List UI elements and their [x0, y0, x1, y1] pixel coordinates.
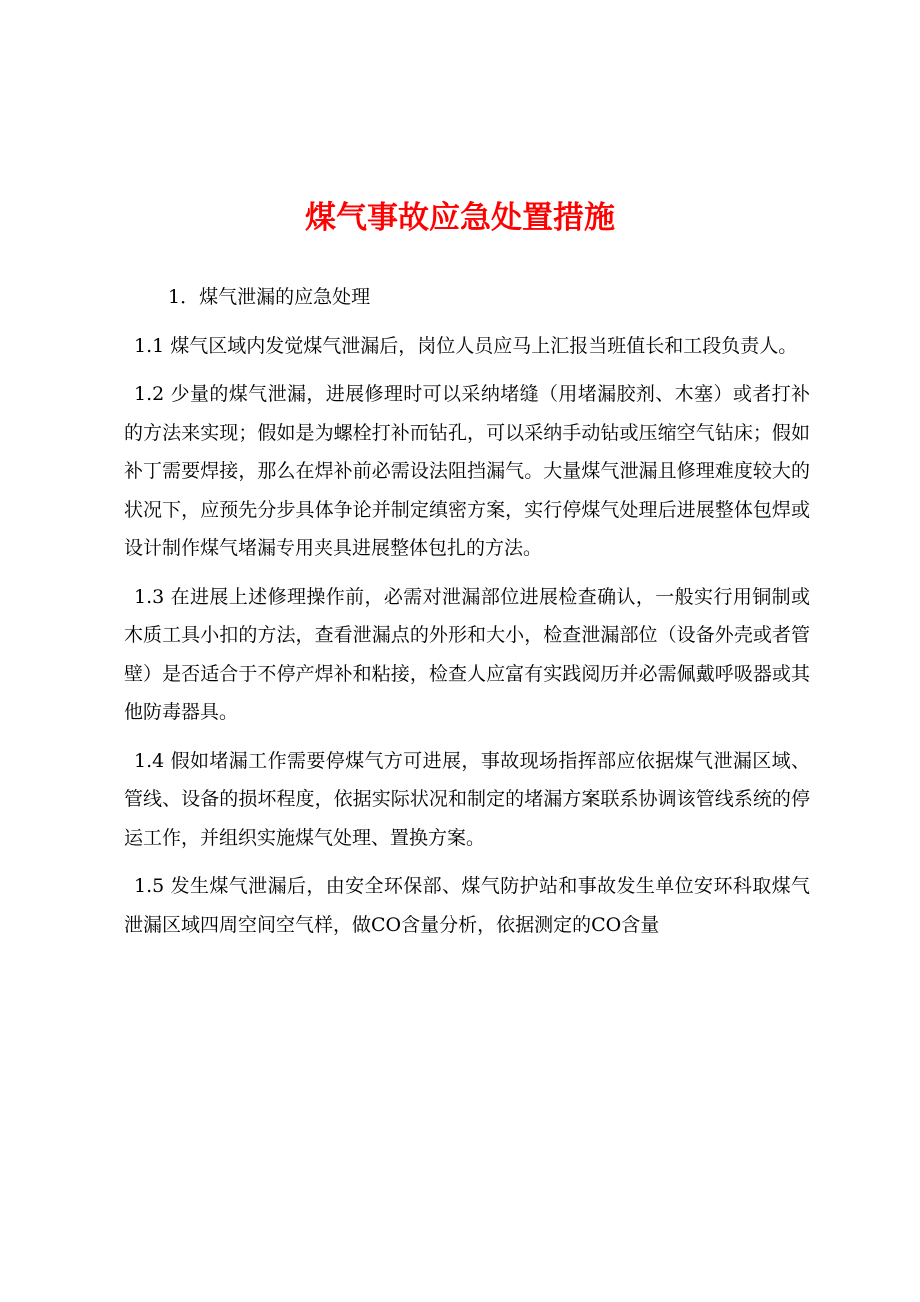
- document-title: 煤气事故应急处置措施: [305, 200, 615, 236]
- paragraph-1-4: 1.4 假如堵漏工作需要停煤气方可进展，事故现场指挥部应依据煤气泄漏区域、管线、设备的损坏程度，依据实际状况和制定的堵漏方案联系协调该管线系统的停运工作，并组织实施煤气处理、置换方案。: [124, 749, 810, 849]
- paragraph-1-3: 1.3 在进展上述修理操作前，必需对泄漏部位进展检查确认，一般实行用铜制或木质工具小扣的方法，查看泄漏点的外形和大小，检查泄漏部位（设备外壳或者管壁）是否适合于不停产焊补和粘接，检查人应富有实践阅历并必需佩戴呼吸器或其他防毒器具。: [124, 585, 810, 723]
- paragraph-1-5: 1.5 发生煤气泄漏后，由安全环保部、煤气防护站和事故发生单位安环科取煤气泄漏区域四周空间空气样，做CO含量分析，依据测定的CO含量: [124, 875, 810, 936]
- paragraph-1-1: 1.1 煤气区域内发觉煤气泄漏后，岗位人员应马上汇报当班值长和工段负责人。: [134, 334, 798, 357]
- document-body: [124, 278, 810, 954]
- section-heading: 1．煤气泄漏的应急处理: [168, 286, 371, 308]
- paragraph-1-2: 1.2 少量的煤气泄漏，进展修理时可以采纳堵缝（用堵漏胶剂、木塞）或者打补的方法来实现；假如是为螺栓打补而钻孔，可以采纳手动钻或压缩空气钻床；假如补丁需要焊接，那么在焊补前必需设法阻挡漏气。大量煤气泄漏且修理难度较大的状况下，应预先分步具体争论并制定缜密方案，实行停煤气处理后进展整体包焊或设计制作煤气堵漏专用夹具进展整体包扎的方法。: [124, 383, 810, 559]
